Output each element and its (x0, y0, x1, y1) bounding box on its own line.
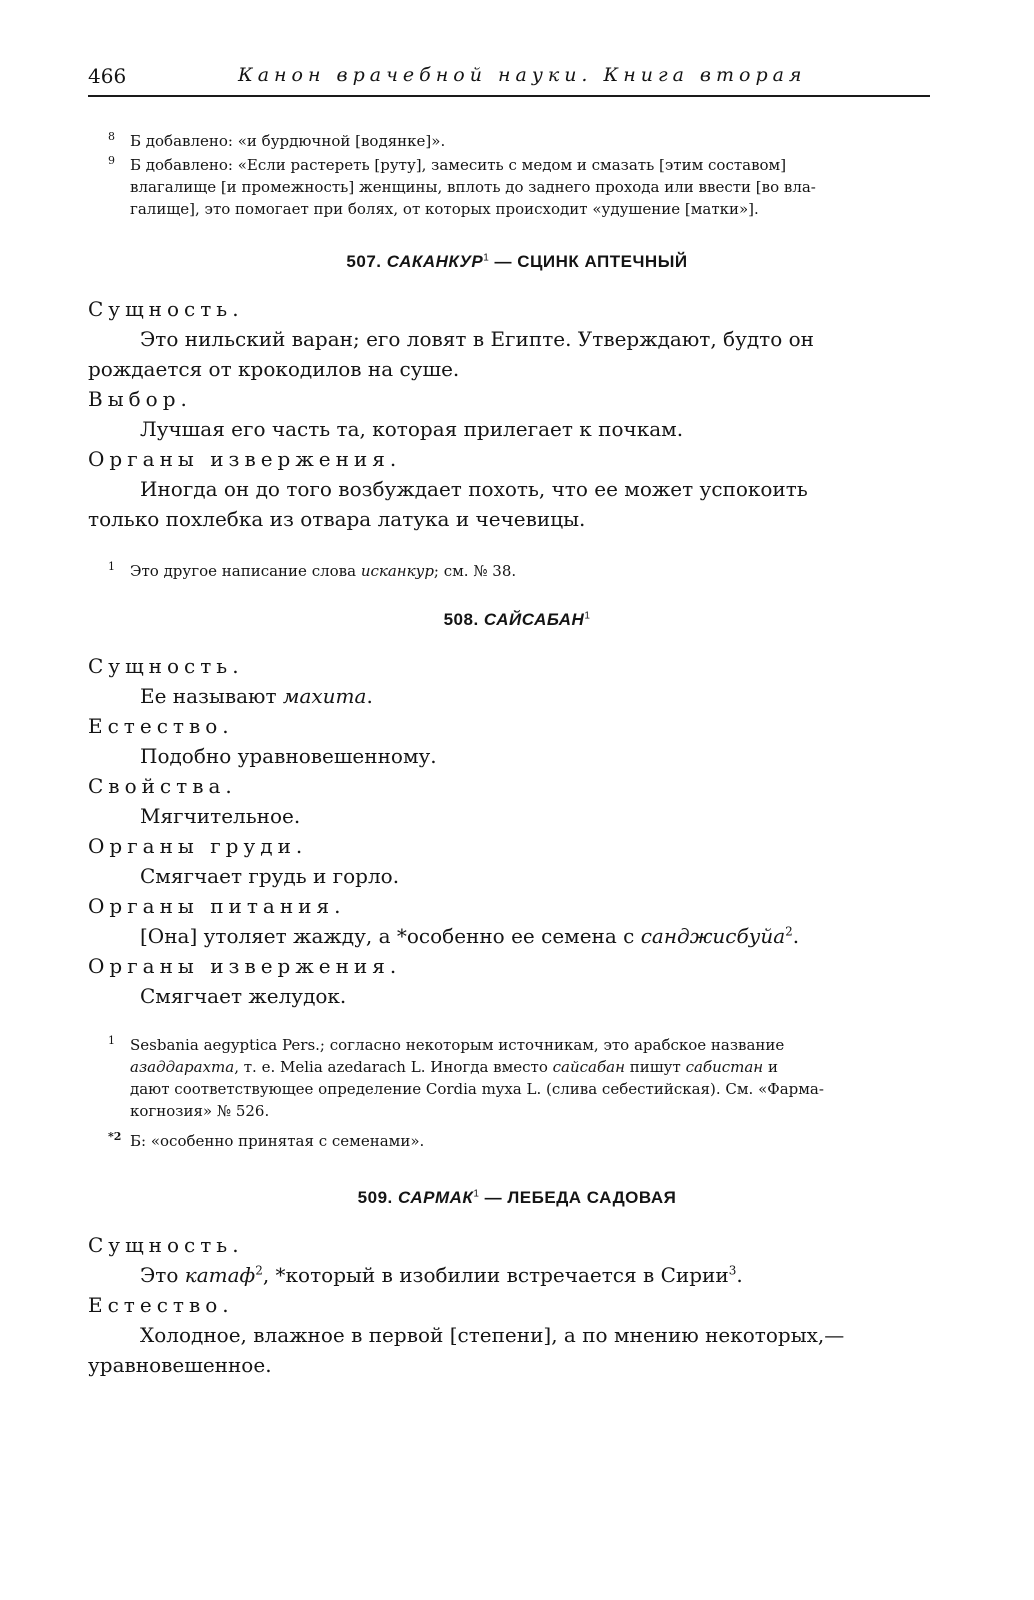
footnote-mark: 1 (584, 610, 591, 622)
section-label: Свойства. (88, 774, 237, 798)
entry-name: САЙСАБАН (483, 610, 585, 629)
carryover-note-9 (108, 150, 938, 220)
section-label: Естество. (88, 1293, 234, 1317)
footnote-mark: 1 (473, 1188, 480, 1200)
footnote-term: исканкур (360, 562, 434, 580)
footnote-508-1: 1 Sesbania aegyptica Pers.; согласно некоторым источникам, это арабское название азаддарахта, т. е. Melia azedarach L. Иногда вместо сайсабан пишут сабистан и дают соответствующее определение Cordia myxa L. (слива себестийская). См. «Фарма- когнозия» № 526. (108, 1030, 938, 1122)
footnote-text: Это другое написание слова (130, 562, 361, 580)
note-text: Б добавлено: «и бурдючной [водянке]». (130, 132, 446, 150)
section-label: Сущность. (88, 297, 244, 321)
body-text: Холодное, влажное в первой [степени], а по мнению некоторых,— (140, 1323, 845, 1347)
section-label: Органы извержения. (88, 954, 402, 978)
body-text: Это катаф$^2$, *который в изобилии встречается в Сирии$^3$. (140, 1263, 743, 1287)
footnote-mark: 3 (728, 1263, 737, 1278)
section-label: Выбор. (88, 387, 192, 411)
body-text: рождается от крокодилов на суше. (88, 357, 460, 381)
entry-heading-508 (0, 610, 1034, 630)
entry-number: 508. (443, 610, 479, 629)
note-text-line: влагалище [и промежность] женщины, вплоть до заднего прохода или ввести [во вла- (130, 178, 816, 196)
footnote-mark: 2 (255, 1263, 263, 1278)
section-label: Сущность. (88, 1233, 244, 1257)
body-text: Ее называют махита. (140, 684, 373, 708)
footnote-507-1 (108, 556, 938, 582)
page-header (88, 60, 930, 94)
note-number: 8 (108, 130, 115, 143)
term-mahita: махита (282, 684, 367, 708)
note-text-line: галище], это помогает при болях, от которых происходит «удушение [матки»]. (130, 200, 759, 218)
header-rule (88, 95, 930, 97)
section-label: Органы питания. (88, 894, 346, 918)
entry-translation: — СЦИНК АПТЕЧНЫЙ (489, 252, 688, 271)
entry-name: САКАНКУР (386, 252, 484, 271)
footnote-text: ; см. № 38. (433, 562, 517, 580)
entry-name: САРМАК (398, 1188, 474, 1207)
term-kataf: катаф (184, 1263, 256, 1287)
entry-number: 507. (346, 252, 382, 271)
note-number: 9 (108, 154, 115, 167)
body-text: Смягчает желудок. (140, 984, 347, 1008)
footnote-number: *2 (108, 1130, 122, 1143)
footnote-mark: 2 (785, 924, 793, 939)
footnote-mark: 1 (483, 252, 490, 264)
body-text: уравновешенное. (88, 1353, 272, 1377)
term-sandzhisbuya: санджисбуйа (640, 924, 786, 948)
running-title: Канон врачебной науки. Книга вторая (238, 64, 807, 86)
page-number: 466 (88, 64, 127, 88)
body-text: [Она] утоляет жажду, а *особенно ее семена с санджисбуйа$^2$. (140, 924, 800, 948)
entry-number: 509. (357, 1188, 393, 1207)
carryover-note-8 (108, 126, 938, 152)
body-text: Лучшая его часть та, которая прилегает к почкам. (140, 417, 684, 441)
entry-heading-509 (0, 1188, 1034, 1208)
footnote-number: 1 (108, 560, 115, 573)
body-text: только похлебка из отвара латука и чечевицы. (88, 507, 586, 531)
body-text: Подобно уравновешенному. (140, 744, 437, 768)
body-text: Это нильский варан; его ловят в Египте. Утверждают, будто он (140, 327, 815, 351)
body-text: Смягчает грудь и горло. (140, 864, 400, 888)
entry-translation: — ЛЕБЕДА САДОВАЯ (479, 1188, 677, 1207)
section-label: Органы груди. (88, 834, 308, 858)
section-label: Органы извержения. (88, 447, 402, 471)
note-text-line: Б добавлено: «Если растереть [руту], замесить с медом и смазать [этим составом] (130, 156, 787, 174)
footnote-number: 1 (108, 1034, 115, 1047)
body-text: Иногда он до того возбуждает похоть, что ее может успокоить (140, 477, 808, 501)
entry-heading-507 (0, 252, 1034, 272)
body-text: Мягчительное. (140, 804, 301, 828)
footnote-508-2: *2 Б: «особенно принятая с семенами». (108, 1126, 938, 1152)
section-label: Сущность. (88, 654, 244, 678)
section-label: Естество. (88, 714, 234, 738)
